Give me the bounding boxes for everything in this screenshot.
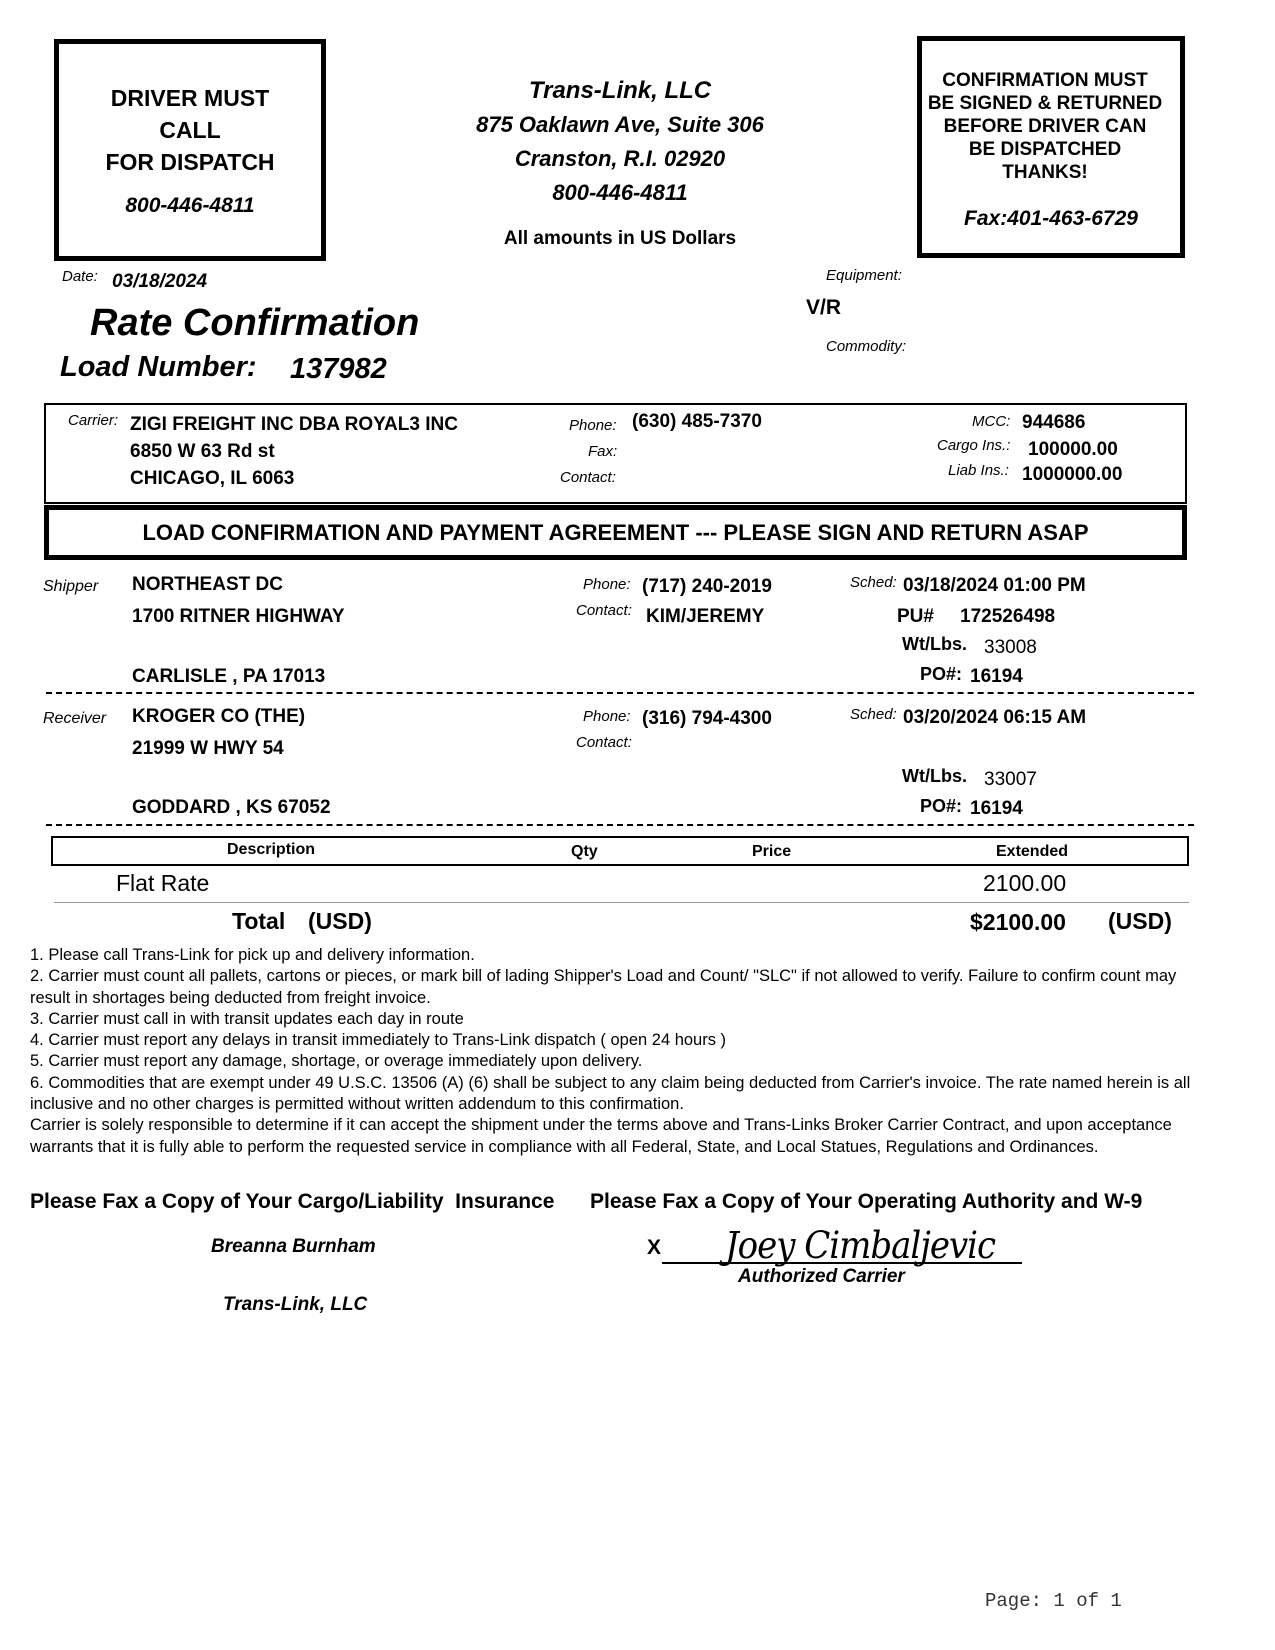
carrier-name: ZIGI FREIGHT INC DBA ROYAL3 INC [130,414,458,435]
col-price: Price [752,843,792,860]
receiver-po: 16194 [970,798,1023,819]
carrier-phone-label: Phone: [569,417,617,434]
term-1: 1. Please call Trans-Link for pick up and delivery information. [30,946,475,964]
shipper-phone: (717) 240-2019 [642,576,772,597]
receiver-phone-label: Phone: [583,708,631,725]
broker-company: Trans-Link, LLC [223,1294,368,1315]
shipper-address-2: CARLISLE , PA 17013 [132,666,326,687]
dispatch-line-1: DRIVER MUST [110,85,270,111]
pu-label: PU# [897,606,934,627]
broker-rep-name: Breanna Burnham [211,1236,376,1257]
shipper-po: 16194 [970,666,1023,687]
currency-note: All amounts in US Dollars [503,228,737,249]
carrier-label: Carrier: [68,412,119,429]
dispatch-line-2: CALL [159,117,221,143]
shipper-address-1: 1700 RITNER HIGHWAY [132,606,345,627]
dispatch-line-3: FOR DISPATCH [105,149,275,175]
shipper-contact-label: Contact: [576,602,632,619]
receiver-sched: 03/20/2024 06:15 AM [903,707,1087,728]
equipment-label: Equipment: [826,267,902,284]
page-title: Rate Confirmation [90,302,420,344]
notice-line-5: THANKS! [1002,162,1088,183]
term-5: 5. Carrier must report any damage, shortage, or overage immediately upon delivery. [30,1052,643,1071]
shipper-phone-label: Phone: [583,576,631,593]
signature-x: X [647,1236,662,1259]
col-qty: Qty [571,843,598,860]
shipper-wt: 33008 [984,637,1037,658]
load-number-value: 137982 [290,353,387,385]
load-number-label: Load Number: [60,351,257,383]
term-6: 6. Commodities that are exempt under 49 U.S.C. 13506 (A) (6) shall be subject to any claim being deducted from Carrier's invoice. The rate named herein is all inclusive and no other charges is permitted without written addendum to this confirmation. [30,1073,1191,1114]
confirmation-notice-box [917,36,1185,258]
mcc-value: 944686 [1022,412,1086,433]
receiver-po-label: PO#: [920,796,963,816]
shipper-wt-label: Wt/Lbs. [902,634,967,654]
authorized-carrier-label: Authorized Carrier [738,1266,905,1287]
shipper-sched-label: Sched: [850,574,897,591]
carrier-phone: (630) 485-7370 [632,411,762,432]
company-address-2: Cranston, R.I. 02920 [514,146,726,171]
receiver-contact-label: Contact: [576,734,632,751]
col-extended: Extended [996,843,1069,860]
term-carrier-responsibility: Carrier is solely responsible to determine if it can accept the shipment under the terms above and Trans-Links Broker Carrier Contract, and upon acceptance warrants that it is fully able to perform the requested service in compliance with all Federal, State, and Local Statues, Regulations and Ordinances. [30,1116,1172,1156]
agreement-banner: LOAD CONFIRMATION AND PAYMENT AGREEMENT --- PLEASE SIGN AND RETURN ASAP [44,505,1187,560]
carrier-signature: Joey Cimbaljevic [725,1224,996,1268]
shipper-po-label: PO#: [920,664,963,684]
shipper-contact: KIM/JEREMY [646,606,765,627]
term-3: 3. Carrier must call in with transit updates each day in route [30,1009,464,1028]
fax-insurance-note: Please Fax a Copy of Your Cargo/Liability Insurance [30,1190,555,1213]
receiver-address-1: 21999 W HWY 54 [132,738,284,759]
date-value: 03/18/2024 [112,271,208,292]
term-4: 4. Carrier must report any delays in transit immediately to Trans-Link dispatch ( open 24 hours ) [30,1031,727,1050]
total-amount: $2100.00 [970,909,1066,935]
cargo-ins-label: Cargo Ins.: [937,437,1011,454]
receiver-wt: 33007 [984,769,1037,790]
charges-header-row [51,836,1189,866]
receiver-name: KROGER CO (THE) [132,706,306,727]
liab-ins-label: Liab Ins.: [948,462,1009,479]
receiver-address-2: GODDARD , KS 67052 [132,797,331,818]
commodity-label: Commodity: [826,338,907,355]
terms-list [30,945,1200,1158]
receiver-wt-label: Wt/Lbs. [902,766,967,786]
dispatch-call-box [54,39,326,261]
receiver-divider [46,824,1194,826]
carrier-contact-label: Contact: [560,469,616,486]
total-amount-currency: (USD) [1108,908,1172,934]
shipper-label: Shipper [43,578,99,595]
carrier-fax-label: Fax: [588,443,618,460]
notice-line-2: BE SIGNED & RETURNED [927,93,1163,114]
carrier-address-2: CHICAGO, IL 6063 [130,468,295,489]
notice-line-3: BEFORE DRIVER CAN [943,116,1147,137]
shipper-sched: 03/18/2024 01:00 PM [903,575,1086,596]
term-2: 2. Carrier must count all pallets, cartons or pieces, or mark bill of lading Shipper's Load and Count/ "SLC" if not allowed to verify. Failure to confirm count may result in shortages being deducted from freight invoice. [30,967,1177,1007]
notice-fax: Fax:401-463-6729 [964,207,1138,230]
equipment-value: V/R [806,296,842,319]
company-address-1: 875 Oaklawn Ave, Suite 306 [476,112,764,137]
receiver-sched-label: Sched: [850,706,897,723]
mcc-label: MCC: [972,413,1011,430]
pu-value: 172526498 [960,606,1056,627]
charge-row [54,868,1189,903]
carrier-address-1: 6850 W 63 Rd st [130,441,275,462]
company-phone: 800-446-4811 [552,180,688,205]
charge-extended: 2100.00 [983,870,1067,896]
liab-ins-value: 1000000.00 [1022,464,1123,485]
dispatch-phone: 800-446-4811 [125,194,255,217]
receiver-label: Receiver [43,710,107,727]
date-label: Date: [62,268,98,285]
charge-description: Flat Rate [116,870,210,896]
total-label-currency: (USD) [308,908,372,934]
total-label: Total [232,908,286,934]
notice-line-1: CONFIRMATION MUST [942,70,1148,91]
shipper-name: NORTHEAST DC [132,574,283,595]
company-name: Trans-Link, LLC [528,77,712,104]
fax-authority-note: Please Fax a Copy of Your Operating Authority and W-9 [590,1190,1143,1213]
col-description: Description [227,841,316,858]
receiver-phone: (316) 794-4300 [642,708,772,729]
page-number: Page: 1 of 1 [985,1590,1122,1612]
cargo-ins-value: 100000.00 [1028,439,1118,460]
notice-line-4: BE DISPATCHED [968,139,1122,160]
company-block [440,74,800,210]
shipper-divider [46,692,1194,694]
